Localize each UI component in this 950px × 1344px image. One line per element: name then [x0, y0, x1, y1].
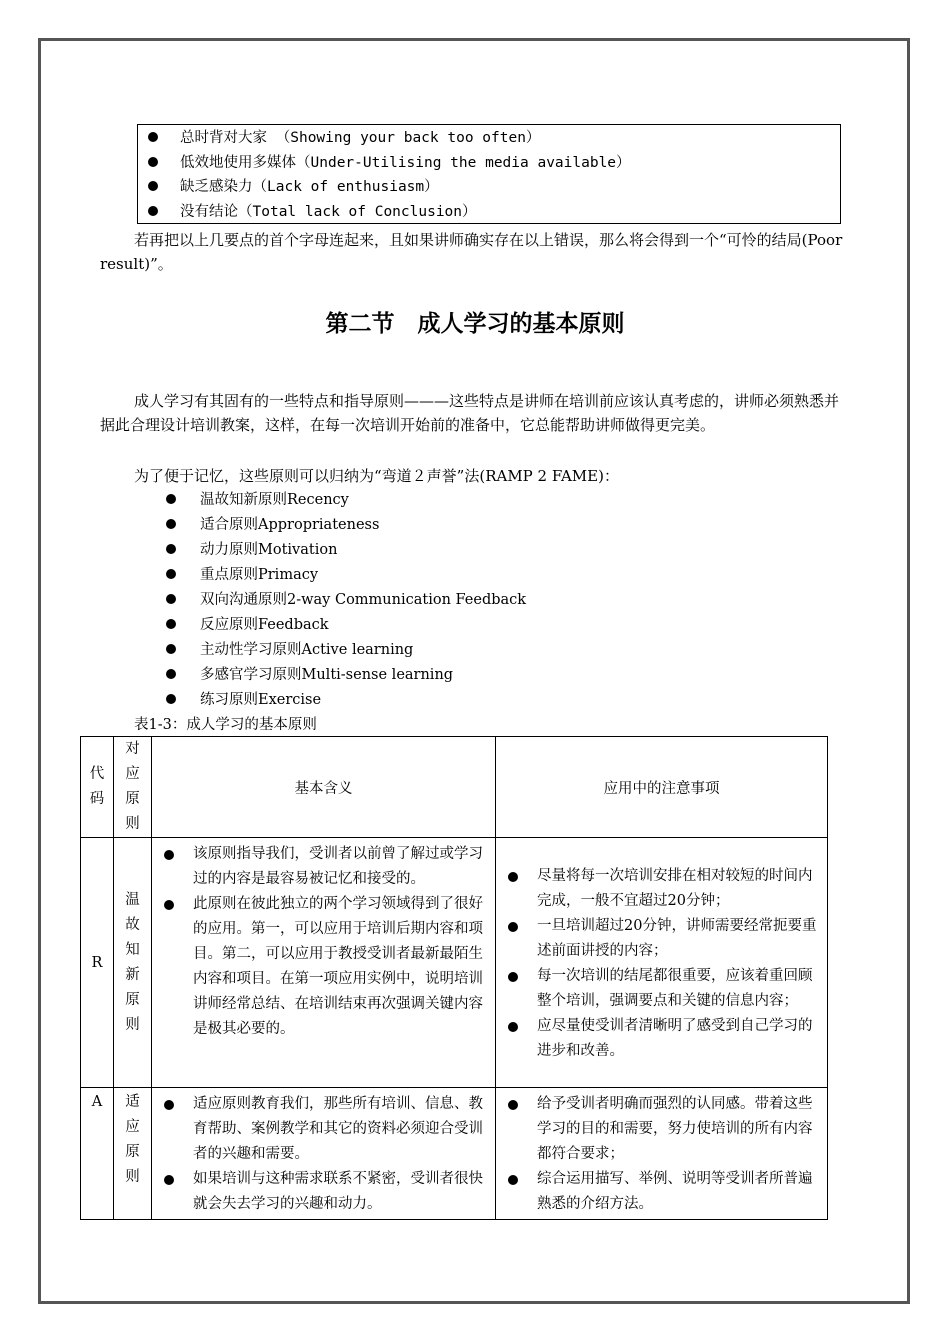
principle-item: 多感官学习原则Multi-sense learning	[166, 663, 453, 688]
bullet-icon	[508, 1175, 518, 1185]
header-principle: 对应原则	[114, 737, 152, 838]
mistake-item: 没有结论（Total lack of Conclusion）	[148, 200, 477, 225]
list-item: 应尽量使受训者清晰明了感受到自己学习的进步和改善。	[504, 1014, 819, 1064]
bullet-icon	[166, 519, 176, 529]
row-principle: 适应原则	[114, 1088, 152, 1220]
list-item: 一旦培训超过20分钟，讲师需要经常扼要重述前面讲授的内容；	[504, 914, 819, 964]
bullet-icon	[166, 594, 176, 604]
row-code: A	[81, 1088, 114, 1220]
principle-item: 温故知新原则Recency	[166, 488, 349, 513]
bullet-icon	[508, 1022, 518, 1032]
intro-paragraph: 成人学习有其固有的一些特点和指导原则———这些特点是讲师在培训前应该认真考虑的，讲师必须熟悉并据此合理设计培训教案，这样，在每一次培训开始前的准备中，它总能帮助讲师做得更完美。	[100, 392, 840, 434]
table-header-row	[81, 737, 828, 838]
bullet-icon	[166, 544, 176, 554]
bullet-icon	[164, 900, 174, 910]
row-notes	[496, 838, 828, 1088]
bullet-icon	[164, 850, 174, 860]
principles-table	[80, 736, 828, 1220]
bullet-icon	[508, 972, 518, 982]
section-title: 第二节 成人学习的基本原则	[325, 311, 625, 337]
row-principle: 温故知新原则	[114, 838, 152, 1088]
header-code: 代码	[81, 737, 114, 838]
row-notes	[496, 1088, 828, 1220]
table-row	[81, 838, 828, 1088]
bullet-icon	[148, 206, 158, 216]
poor-result-paragraph: 若再把以上几要点的首个字母连起来，且如果讲师确实存在以上错误，那么将会得到一个“可怜的结局(Poor result)”。	[100, 231, 843, 273]
mistake-item: 低效地使用多媒体（Under-Utilising the media available）	[148, 151, 631, 176]
list-item: 适应原则教育我们，那些所有培训、信息、教育帮助、案例教学和其它的资料必须迎合受训者的兴趣和需要。	[160, 1092, 487, 1167]
list-item: 此原则在彼此独立的两个学习领域得到了很好的应用。第一，可以应用于培训后期内容和项目。第二，可以应用于教授受训者最新最陌生内容和项目。在第一项应用实例中，说明培训讲师经常总结、在培训结束再次强调关键内容是极其必要的。	[160, 892, 487, 1042]
bullet-icon	[166, 669, 176, 679]
principle-item: 适合原则Appropriateness	[166, 513, 379, 538]
bullet-icon	[166, 619, 176, 629]
bullet-icon	[164, 1100, 174, 1110]
list-item: 该原则指导我们，受训者以前曾了解过或学习过的内容是最容易被记忆和接受的。	[160, 842, 487, 892]
list-item: 给予受训者明确而强烈的认同感。带着这些学习的目的和需要，努力使培训的所有内容都符合要求；	[504, 1092, 819, 1167]
bullet-icon	[508, 872, 518, 882]
bullet-icon	[164, 1175, 174, 1185]
principle-item: 练习原则Exercise	[166, 688, 321, 713]
row-meaning	[152, 1088, 496, 1220]
header-notes: 应用中的注意事项	[496, 737, 828, 838]
list-item: 每一次培训的结尾都很重要，应该着重回顾整个培训，强调要点和关键的信息内容；	[504, 964, 819, 1014]
bullet-icon	[166, 494, 176, 504]
principle-item: 动力原则Motivation	[166, 538, 337, 563]
list-item: 尽量将每一次培训安排在相对较短的时间内完成，一般不宜超过20分钟；	[504, 864, 819, 914]
principle-item: 双向沟通原则2-way Communication Feedback	[166, 588, 526, 613]
list-item: 如果培训与这种需求联系不紧密，受训者很快就会失去学习的兴趣和动力。	[160, 1167, 487, 1217]
bullet-icon	[166, 694, 176, 704]
principle-item: 重点原则Primacy	[166, 563, 318, 588]
mistakes-box	[137, 124, 841, 224]
principle-item: 主动性学习原则Active learning	[166, 638, 413, 663]
bullet-icon	[508, 922, 518, 932]
row-meaning	[152, 838, 496, 1088]
bullet-icon	[148, 157, 158, 167]
ramp-paragraph: 为了便于记忆，这些原则可以归纳为“弯道２声誉”法(RAMP 2 FAME)：	[134, 467, 619, 485]
list-item: 综合运用描写、举例、说明等受训者所普遍熟悉的介绍方法。	[504, 1167, 819, 1217]
header-meaning: 基本含义	[152, 737, 496, 838]
bullet-icon	[166, 644, 176, 654]
mistake-item: 缺乏感染力（Lack of enthusiasm）	[148, 175, 439, 200]
table-caption: 表1-3：成人学习的基本原则	[134, 717, 317, 733]
bullet-icon	[148, 132, 158, 142]
principle-item: 反应原则Feedback	[166, 613, 329, 638]
bullet-icon	[166, 569, 176, 579]
mistake-item: 总时背对大家 （Showing your back too often）	[148, 126, 540, 151]
table-row	[81, 1088, 828, 1220]
row-code: R	[81, 838, 114, 1088]
bullet-icon	[508, 1100, 518, 1110]
bullet-icon	[148, 181, 158, 191]
